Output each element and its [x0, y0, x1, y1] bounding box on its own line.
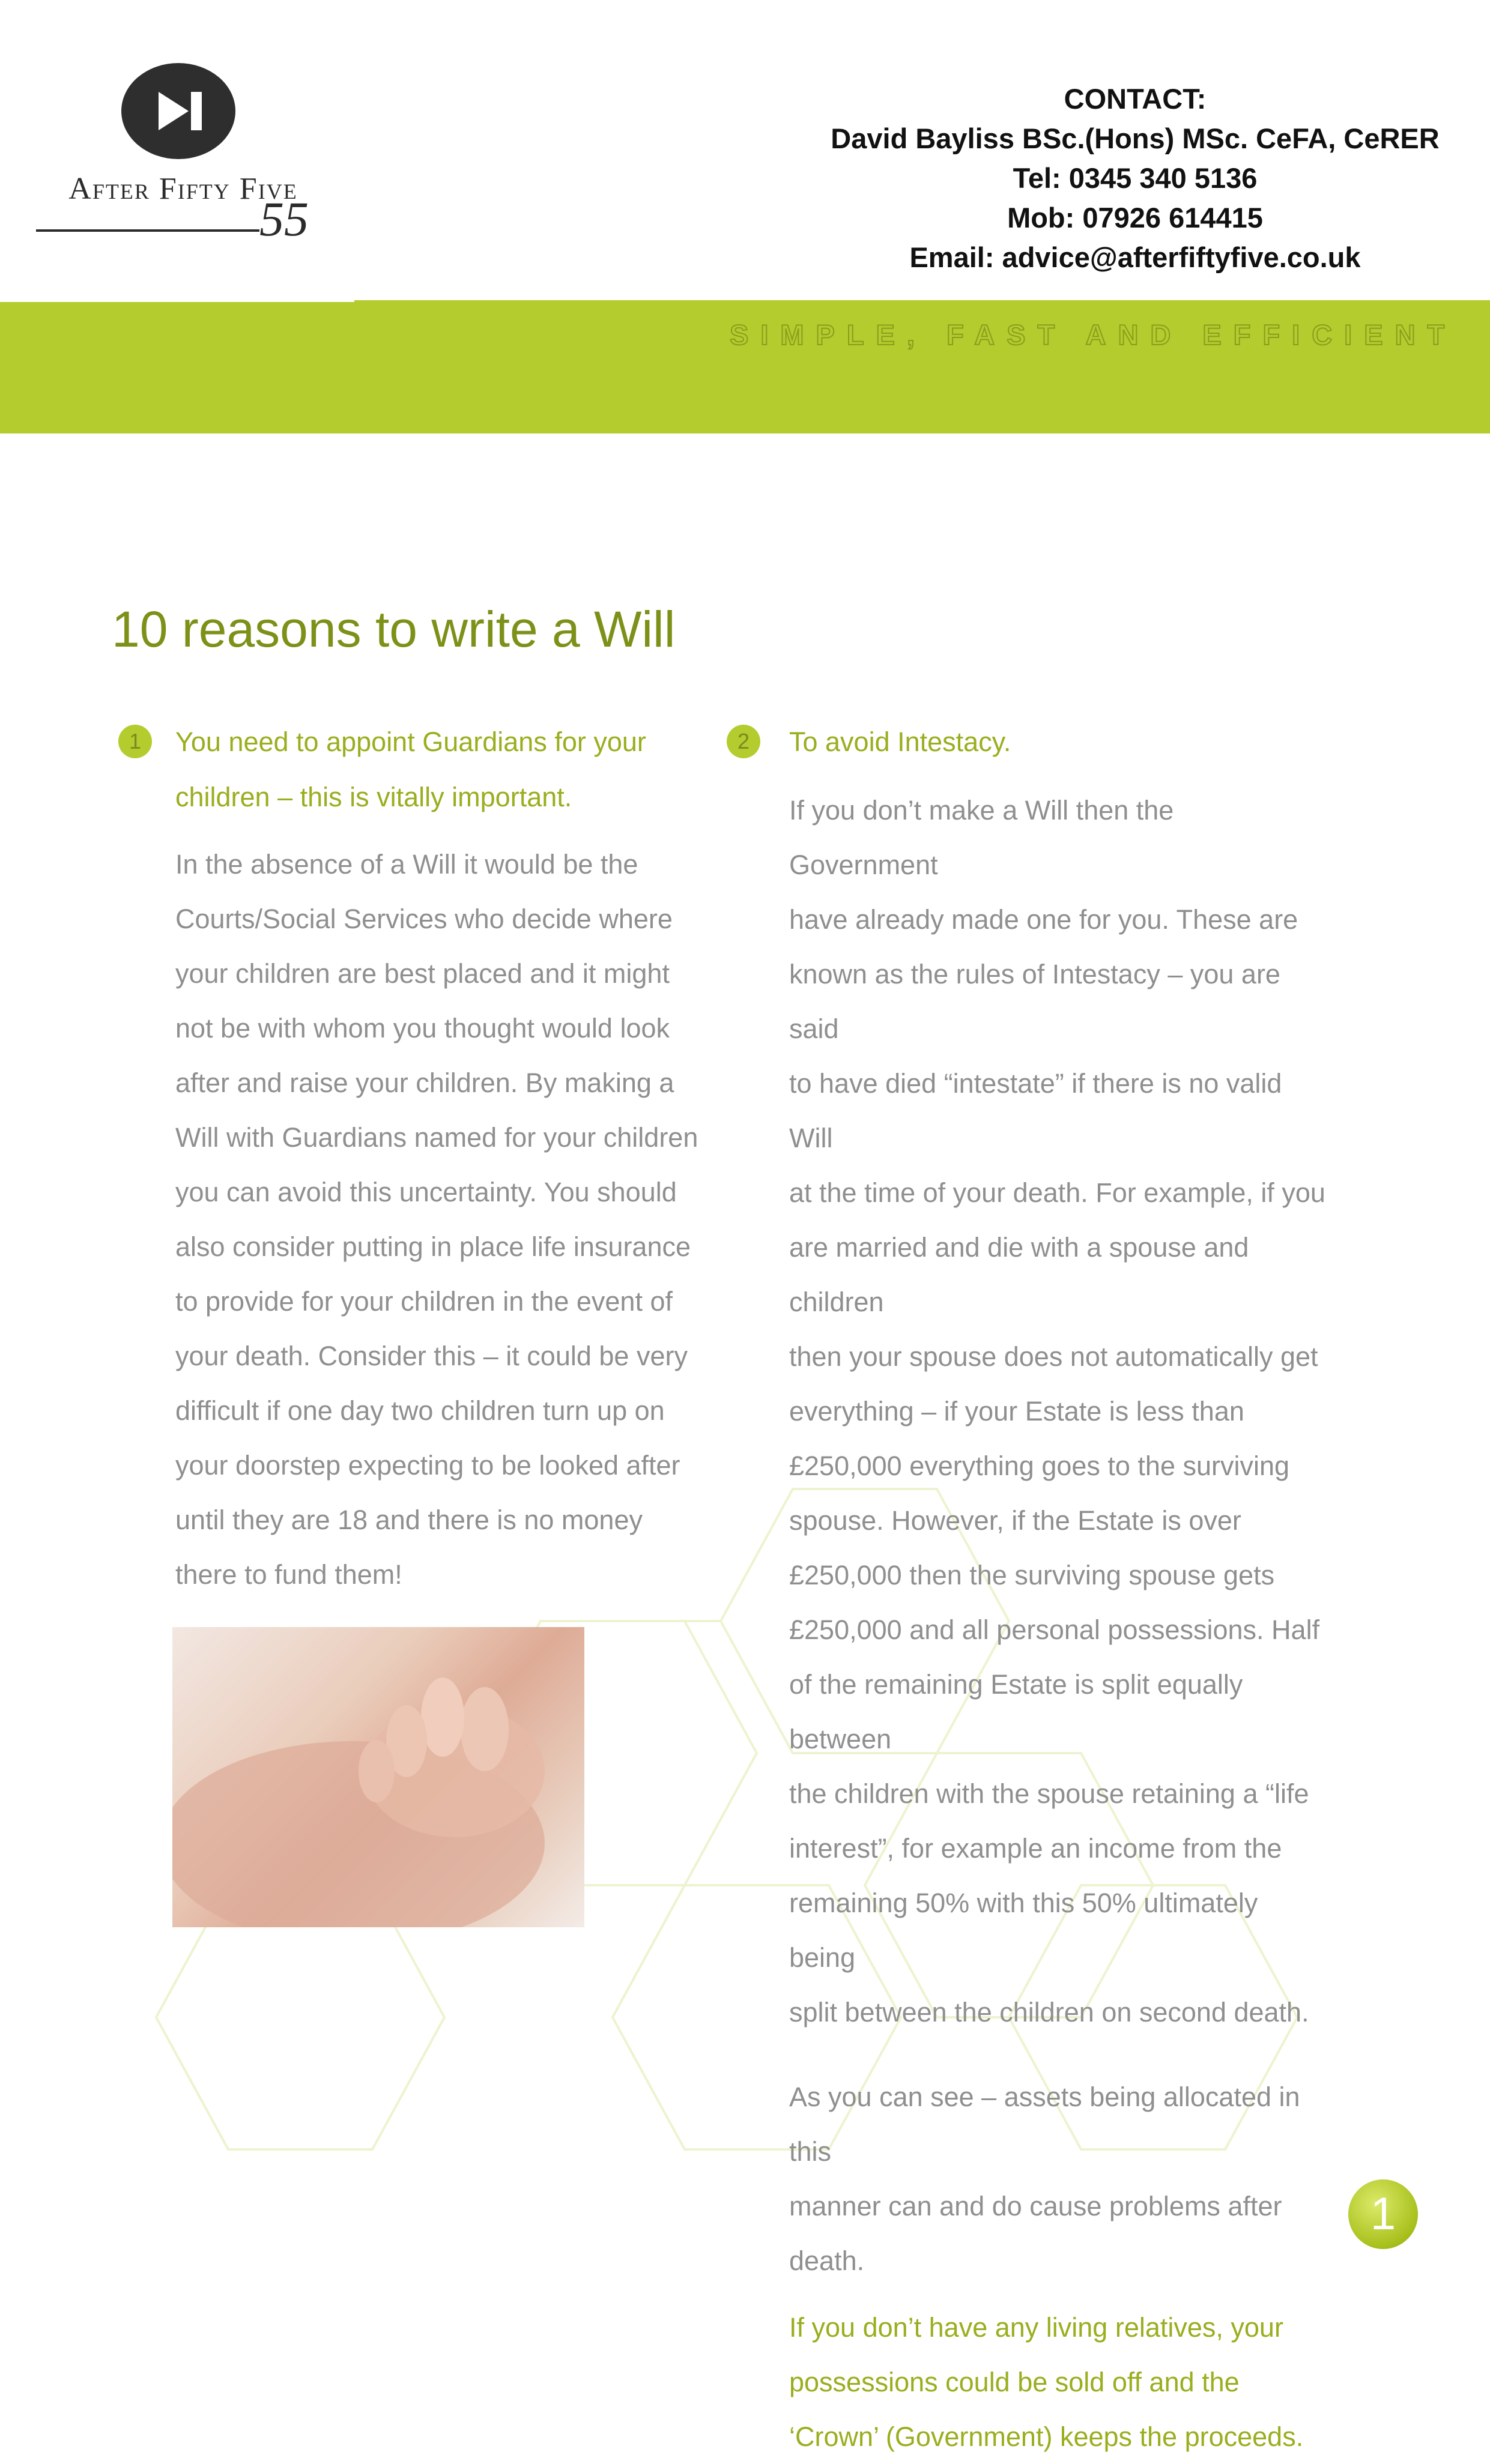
reason-2-body-line: £250,000 and all personal possessions. Half: [789, 1614, 1320, 1645]
play-skip-icon: [121, 63, 235, 159]
contact-tel: Tel: 0345 340 5136: [1013, 162, 1258, 194]
logo-number: 55: [259, 192, 309, 246]
reason-2-body-line: are married and die with a spouse and children: [789, 1232, 1249, 1317]
reason-2-body-line: have already made one for you. These are: [789, 904, 1298, 935]
baby-hand-photo: [172, 1627, 584, 1927]
contact-email[interactable]: Email: advice@afterfiftyfive.co.uk: [909, 241, 1361, 273]
reason-1-heading-line: children – this is vitally important.: [175, 782, 572, 812]
logo[interactable]: [0, 0, 354, 302]
reason-2-emphasis-line: If you don’t have any living relatives, your: [789, 2312, 1283, 2343]
reason-2-body-line: If you don’t make a Will then the Government: [789, 795, 1174, 880]
reason-1-body-line: your doorstep expecting to be looked after: [175, 1450, 680, 1481]
reason-2-emphasis-line: ‘Crown’ (Government) keeps the proceeds.: [789, 2421, 1304, 2452]
contact-mob: Mob: 07926 614415: [1007, 202, 1263, 234]
reason-2-body2-line: manner can and do cause problems after: [789, 2191, 1282, 2221]
reason-2-body-line: everything – if your Estate is less than: [789, 1396, 1244, 1427]
reason-2-column: [789, 714, 1330, 2464]
page-number: 1: [1348, 2179, 1418, 2249]
reason-2-emphasis-line: possessions could be sold off and the: [789, 2367, 1240, 2397]
reason-1-body-line: Will with Guardians named for your children: [175, 1122, 698, 1153]
contact-block: [757, 79, 1490, 277]
reason-2-body-line: spouse. However, if the Estate is over: [789, 1505, 1241, 1536]
reason-1-body-line: not be with whom you thought would look: [175, 1013, 670, 1043]
reason-2-body-line: then your spouse does not automatically get: [789, 1341, 1318, 1372]
reason-2-body-line: known as the rules of Intestacy – you are said: [789, 959, 1280, 1044]
reason-2-body-line: £250,000 everything goes to the surviving: [789, 1451, 1290, 1481]
reason-2-body-line: of the remaining Estate is split equally between: [789, 1669, 1243, 1754]
reason-1-body-line: until they are 18 and there is no money: [175, 1505, 643, 1535]
reason-2-body-line: to have died “intestate” if there is no valid Will: [789, 1068, 1282, 1153]
reason-2-heading: To avoid Intestacy.: [789, 726, 1011, 757]
reason-2-body2-line: As you can see – assets being allocated in this: [789, 2082, 1300, 2167]
reason-1-body-line: to provide for your children in the event of: [175, 1286, 673, 1317]
reason-2-body2-line: death.: [789, 2245, 865, 2276]
logo-wordmark: After Fifty Five: [68, 172, 298, 206]
reason-2-body-line: the children with the spouse retaining a “life: [789, 1778, 1309, 1809]
reason-1-number-badge: 1: [118, 725, 152, 758]
reason-1-body-line: difficult if one day two children turn up on: [175, 1395, 665, 1426]
reason-1-body-line: also consider putting in place life insurance: [175, 1231, 691, 1262]
reason-1-body-line: Courts/Social Services who decide where: [175, 904, 673, 934]
reason-1-column: [175, 714, 716, 1602]
reason-2-body-line: at the time of your death. For example, if you: [789, 1177, 1325, 1208]
reason-2-body-line: remaining 50% with this 50% ultimately being: [789, 1888, 1258, 1973]
reason-1-body-line: after and raise your children. By making a: [175, 1067, 674, 1098]
reason-1-body-line: you can avoid this uncertainty. You should: [175, 1177, 677, 1207]
reason-2-body-line: £250,000 then the surviving spouse gets: [789, 1560, 1275, 1590]
page-title: 10 reasons to write a Will: [112, 601, 676, 657]
reason-1-body-line: there to fund them!: [175, 1559, 402, 1590]
reason-2-body-line: split between the children on second death.: [789, 1997, 1309, 2028]
reason-1-body-line: In the absence of a Will it would be the: [175, 849, 638, 880]
reason-2-number-badge: 2: [727, 725, 760, 758]
contact-name: David Bayliss BSc.(Hons) MSc. CeFA, CeRER: [831, 122, 1440, 154]
reason-1-body-line: your children are best placed and it might: [175, 958, 670, 989]
reason-2-body-line: interest”, for example an income from the: [789, 1833, 1282, 1864]
reason-1-heading-line: You need to appoint Guardians for your: [175, 726, 646, 757]
reason-1-body-line: your death. Consider this – it could be very: [175, 1341, 688, 1371]
logo-rule: [36, 229, 259, 232]
contact-label: CONTACT:: [1064, 83, 1207, 115]
tagline: SIMPLE, FAST AND EFFICIENT: [730, 319, 1457, 351]
